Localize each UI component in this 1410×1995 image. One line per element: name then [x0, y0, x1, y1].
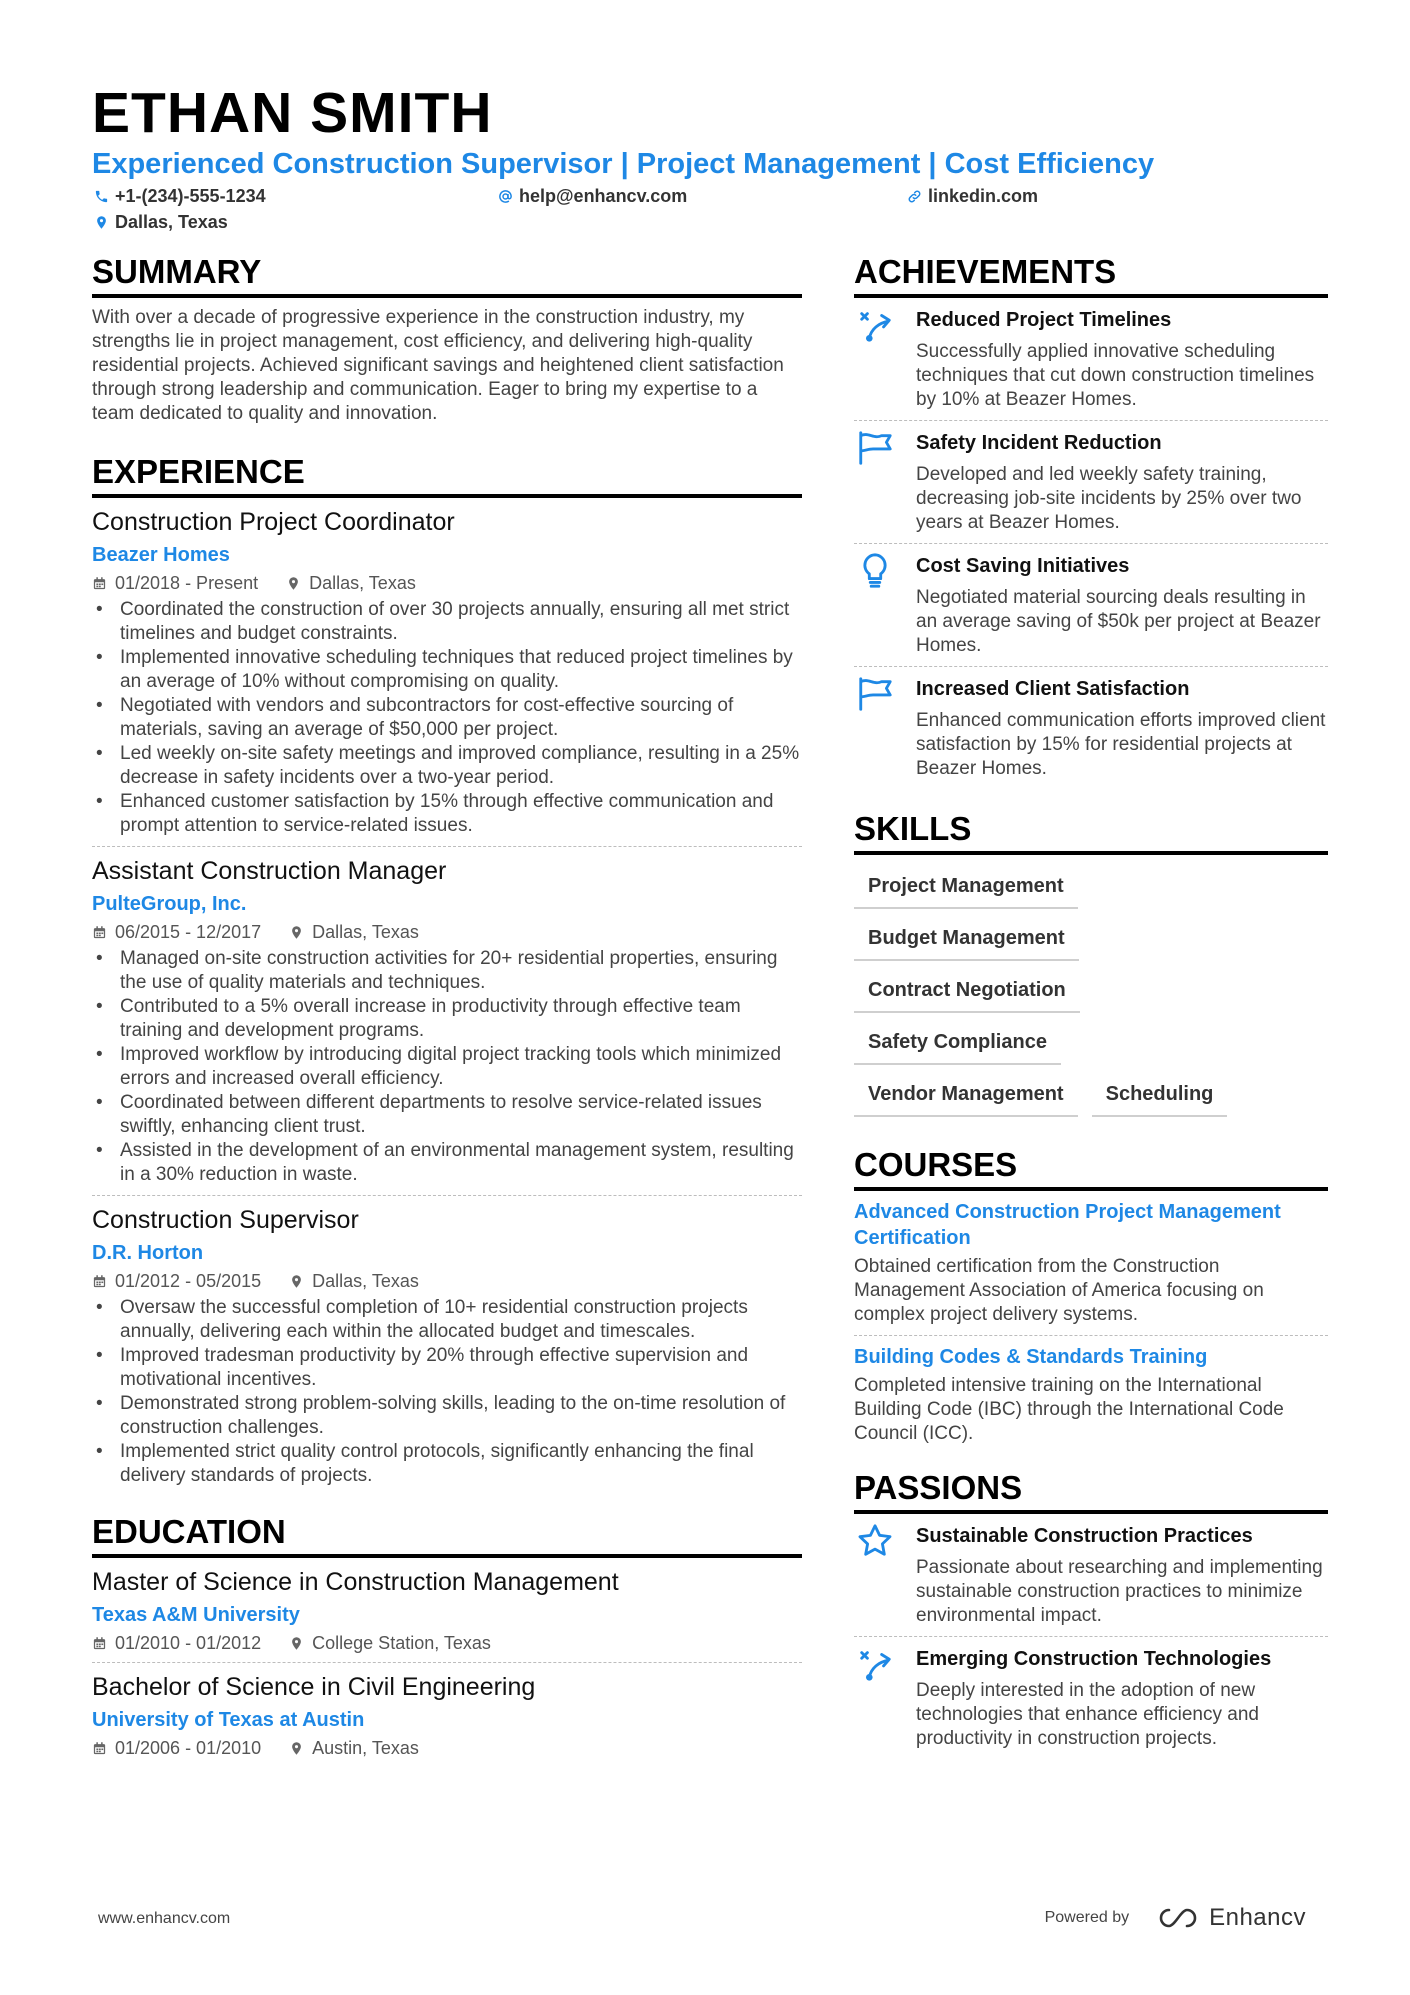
bullet-item: • Assisted in the development of an environmental management system, resulting in a 30% reduction in waste. — [92, 1139, 802, 1187]
education-meta — [92, 1737, 802, 1759]
bullet-item: • Negotiated with vendors and subcontractors for cost-effective sourcing of materials, saving an average of $50,000 per project. — [92, 694, 802, 742]
bullet-item: • Contributed to a 5% overall increase in productivity through effective team training and development programs. — [92, 995, 802, 1043]
achievements-title: ACHIEVEMENTS — [854, 252, 1328, 298]
job-location: Dallas, Texas — [312, 922, 419, 942]
skill-tag: Budget Management — [854, 919, 1079, 961]
divider — [92, 846, 802, 847]
star-icon — [856, 1522, 894, 1560]
bullet-item: • Demonstrated strong problem-solving skills, leading to the on-time resolution of construction challenges. — [92, 1392, 802, 1440]
powered-by-text: Powered by — [1044, 1909, 1130, 1926]
job-bullets — [92, 947, 802, 1187]
education-dates: 01/2010 - 01/2012 — [115, 1633, 262, 1653]
job-location: Dallas, Texas — [309, 573, 416, 593]
bullet-item: • Implemented innovative scheduling techniques that reduced project timelines by an average of 10% without compromising on quality. — [92, 646, 802, 694]
school-name[interactable]: Texas A&M University — [92, 1604, 300, 1626]
right-column — [854, 252, 1328, 1757]
enhancv-logo[interactable] — [1155, 1904, 1306, 1932]
bullet-item: • Improved tradesman productivity by 20% through effective supervision and motivational incentives. — [92, 1344, 802, 1392]
email-text: help@enhancv.com — [519, 186, 688, 206]
candidate-name: ETHAN SMITH — [92, 81, 493, 145]
company-name[interactable]: Beazer Homes — [92, 544, 230, 566]
phone-text: +1-(234)-555-1234 — [115, 186, 266, 206]
passion-title: Emerging Construction Technologies — [916, 1648, 1272, 1670]
experience-title: EXPERIENCE — [92, 452, 802, 498]
passion-desc: Passionate about researching and implementing sustainable construction practices to minimize environmental impact. — [916, 1557, 1323, 1626]
job-dates: 06/2015 - 12/2017 — [115, 922, 262, 942]
divider — [92, 1662, 802, 1663]
achievement-item — [854, 298, 1328, 418]
calendar-icon — [92, 1741, 107, 1756]
job-title: Assistant Construction Manager — [92, 857, 447, 885]
course-item — [854, 1340, 1328, 1446]
course-desc: Obtained certification from the Construction Management Association of America focusing on complex project delivery systems. — [854, 1256, 1264, 1325]
degree-title: Master of Science in Construction Management — [92, 1568, 619, 1596]
course-title[interactable]: Advanced Construction Project Management Certification — [854, 1201, 1281, 1249]
achievement-title: Increased Client Satisfaction — [916, 678, 1190, 700]
skill-tag: Safety Compliance — [854, 1023, 1061, 1065]
footer-branding — [1045, 1904, 1306, 1932]
education-entry — [92, 1558, 802, 1654]
divider — [854, 1335, 1328, 1336]
education-dates: 01/2006 - 01/2010 — [115, 1738, 262, 1758]
course-title[interactable]: Building Codes & Standards Training — [854, 1346, 1208, 1368]
resume-page — [92, 80, 1328, 1758]
passion-item — [854, 1514, 1328, 1634]
achievement-item — [854, 421, 1328, 541]
location-text: Dallas, Texas — [115, 212, 228, 232]
education-location: College Station, Texas — [312, 1633, 491, 1653]
summary-section — [92, 252, 802, 426]
skills-title: SKILLS — [854, 809, 1328, 855]
skill-tag: Scheduling — [1092, 1075, 1228, 1117]
linkedin-text: linkedin.com — [928, 186, 1039, 206]
calendar-icon — [92, 576, 107, 591]
education-section — [92, 1512, 802, 1759]
achievement-desc: Successfully applied innovative scheduling techniques that cut down construction timelines by 10% at Beazer Homes. — [916, 341, 1315, 410]
job-location: Dallas, Texas — [312, 1271, 419, 1291]
skills-section — [854, 809, 1328, 1127]
summary-title: SUMMARY — [92, 252, 802, 298]
at-icon — [498, 189, 513, 204]
location-pin-icon — [289, 925, 304, 940]
skill-tag: Project Management — [854, 867, 1078, 909]
location-pin-icon — [289, 1636, 304, 1651]
calendar-icon — [92, 1636, 107, 1651]
achievement-desc: Developed and led weekly safety training, decreasing job-site incidents by 25% over two years at Beazer Homes. — [916, 464, 1302, 533]
enhancv-logo-icon — [1155, 1906, 1201, 1930]
experience-section — [92, 452, 802, 1488]
location-pin-icon — [286, 576, 301, 591]
skill-tag: Contract Negotiation — [854, 971, 1080, 1013]
bullet-item: • Coordinated between different departments to resolve service-related issues swiftly, enhancing client trust. — [92, 1091, 802, 1139]
passion-title: Sustainable Construction Practices — [916, 1525, 1253, 1547]
summary-text: With over a decade of progressive experience in the construction industry, my strengths lie in project management, cost efficiency, and delivering high-quality residential projects. Achieved significant savings and heightened client satisfaction through strong leadership and communication. Eager to bring my expertise to a team dedicated to quality and innovation. — [92, 307, 784, 424]
passions-title: PASSIONS — [854, 1468, 1328, 1514]
course-desc: Completed intensive training on the International Building Code (IBC) through the International Code Council (ICC). — [854, 1375, 1284, 1444]
contact-bar — [92, 186, 1328, 242]
job-title: Construction Supervisor — [92, 1206, 359, 1234]
contact-phone[interactable] — [94, 186, 266, 207]
job-entry — [92, 498, 802, 838]
job-meta — [92, 572, 802, 594]
job-meta — [92, 921, 802, 943]
job-dates: 01/2012 - 05/2015 — [115, 1271, 262, 1291]
job-dates: 01/2018 - Present — [115, 573, 259, 593]
bullet-item: • Led weekly on-site safety meetings and improved compliance, resulting in a 25% decrease in safety incidents over a two-year period. — [92, 742, 802, 790]
job-bullets — [92, 598, 802, 838]
phone-icon — [94, 189, 109, 204]
bullet-item: • Coordinated the construction of over 30 projects annually, ensuring all met strict timelines and budget constraints. — [92, 598, 802, 646]
brand-name: Enhancv — [1209, 1904, 1306, 1931]
flag-icon — [856, 675, 894, 713]
job-entry — [92, 1200, 802, 1488]
contact-location — [94, 212, 228, 233]
link-icon — [907, 189, 922, 204]
divider — [92, 1195, 802, 1196]
strategy-icon — [856, 1645, 894, 1683]
calendar-icon — [92, 1274, 107, 1289]
headline: Experienced Construction Supervisor | Project Management | Cost Efficiency — [92, 148, 1155, 180]
contact-email[interactable] — [498, 186, 687, 207]
location-pin-icon — [94, 215, 109, 230]
bullet-item: • Oversaw the successful completion of 10+ residential construction projects annually, delivering each within the allocated budget and timescales. — [92, 1296, 802, 1344]
education-entry — [92, 1667, 802, 1759]
job-meta — [92, 1270, 802, 1292]
school-name[interactable]: University of Texas at Austin — [92, 1709, 365, 1731]
contact-linkedin[interactable] — [907, 186, 1038, 207]
calendar-icon — [92, 925, 107, 940]
company-name[interactable]: PulteGroup, Inc. — [92, 893, 247, 915]
bullet-item: • Implemented strict quality control protocols, significantly enhancing the final delivery standards of projects. — [92, 1440, 802, 1488]
passions-section — [854, 1468, 1328, 1757]
passion-desc: Deeply interested in the adoption of new technologies that enhance efficiency and productivity in construction projects. — [916, 1680, 1259, 1749]
job-bullets — [92, 1296, 802, 1488]
lightbulb-icon — [856, 552, 894, 590]
left-column — [92, 252, 802, 1759]
passion-item — [854, 1637, 1328, 1757]
flag-icon — [856, 429, 894, 467]
job-title: Construction Project Coordinator — [92, 508, 455, 536]
achievement-title: Cost Saving Initiatives — [916, 555, 1130, 577]
skill-tag: Vendor Management — [854, 1075, 1078, 1117]
courses-section — [854, 1145, 1328, 1446]
education-location: Austin, Texas — [312, 1738, 419, 1758]
achievement-item — [854, 667, 1328, 787]
bullet-item: • Improved workflow by introducing digital project tracking tools which minimized errors and increased overall efficiency. — [92, 1043, 802, 1091]
achievement-desc: Enhanced communication efforts improved client satisfaction by 15% for residential projects at Beazer Homes. — [916, 710, 1326, 779]
education-title: EDUCATION — [92, 1512, 802, 1558]
degree-title: Bachelor of Science in Civil Engineering — [92, 1673, 536, 1701]
achievement-item — [854, 544, 1328, 664]
job-entry — [92, 851, 802, 1187]
skills-list — [854, 867, 1328, 1127]
bullet-item: • Enhanced customer satisfaction by 15% through effective communication and prompt attention to service-related issues. — [92, 790, 802, 838]
achievements-section — [854, 252, 1328, 787]
footer-website[interactable]: www.enhancv.com — [98, 1910, 231, 1927]
achievement-desc: Negotiated material sourcing deals resulting in an average saving of $50k per project at Beazer Homes. — [916, 587, 1321, 656]
location-pin-icon — [289, 1274, 304, 1289]
courses-title: COURSES — [854, 1145, 1328, 1191]
company-name[interactable]: D.R. Horton — [92, 1242, 204, 1264]
education-meta — [92, 1632, 802, 1654]
achievement-title: Safety Incident Reduction — [916, 432, 1162, 454]
course-item — [854, 1191, 1328, 1327]
location-pin-icon — [289, 1741, 304, 1756]
achievement-title: Reduced Project Timelines — [916, 309, 1172, 331]
bullet-item: • Managed on-site construction activities for 20+ residential properties, ensuring the use of quality materials and techniques. — [92, 947, 802, 995]
strategy-icon — [856, 306, 894, 344]
